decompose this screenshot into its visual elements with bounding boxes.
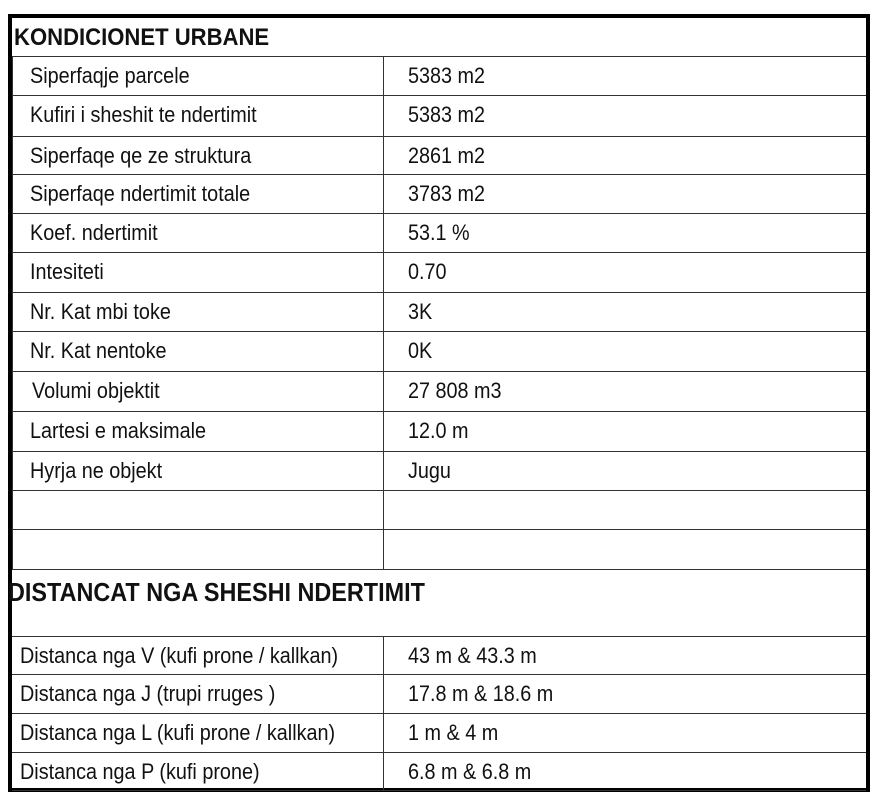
row-value: Jugu [408,458,451,483]
row-label: Siperfaqe ndertimit totale [30,181,251,206]
section-title-urban-conditions: KONDICIONET URBANE [14,24,270,51]
table-left-border [12,56,13,569]
row-value: 5383 m2 [408,63,486,88]
row-value: 0K [408,338,433,363]
row-label: Kufiri i sheshit te ndertimit [30,102,257,127]
distance-label: Distanca nga P (kufi prone) [20,759,260,784]
distance-value: 17.8 m & 18.6 m [408,681,554,706]
distance-value: 1 m & 4 m [408,720,499,745]
distance-value: 43 m & 43.3 m [408,643,537,668]
row-value: 5383 m2 [408,102,486,127]
row-divider [12,490,866,491]
row-label: Volumi objektit [32,378,160,403]
row-label: Nr. Kat mbi toke [30,299,171,324]
column-divider [383,56,384,569]
row-divider [12,529,866,530]
row-value: 3783 m2 [408,181,486,206]
row-label: Siperfaqe qe ze struktura [30,143,252,168]
distance-label: Distanca nga V (kufi prone / kallkan) [20,643,339,668]
distance-label: Distanca nga L (kufi prone / kallkan) [20,720,336,745]
row-value: 3K [408,299,433,324]
row-value: 53.1 % [408,220,470,245]
row-value: 27 808 m3 [408,378,502,403]
column-divider [383,636,384,790]
distance-value: 6.8 m & 6.8 m [408,759,532,784]
section-title-distances: DISTANCAT NGA SHESHI NDERTIMIT [8,577,425,607]
row-label: Nr. Kat nentoke [30,338,167,363]
row-divider [12,569,866,570]
distance-label: Distanca nga J (trupi rruges ) [20,681,276,706]
row-label: Hyrja ne objekt [30,458,163,483]
row-label: Intesiteti [30,259,104,284]
row-value: 2861 m2 [408,143,486,168]
row-value: 0.70 [408,259,447,284]
row-label: Siperfaqje parcele [30,63,190,88]
row-value: 12.0 m [408,418,469,443]
row-label: Koef. ndertimit [30,220,158,245]
row-label: Lartesi e maksimale [30,418,207,443]
